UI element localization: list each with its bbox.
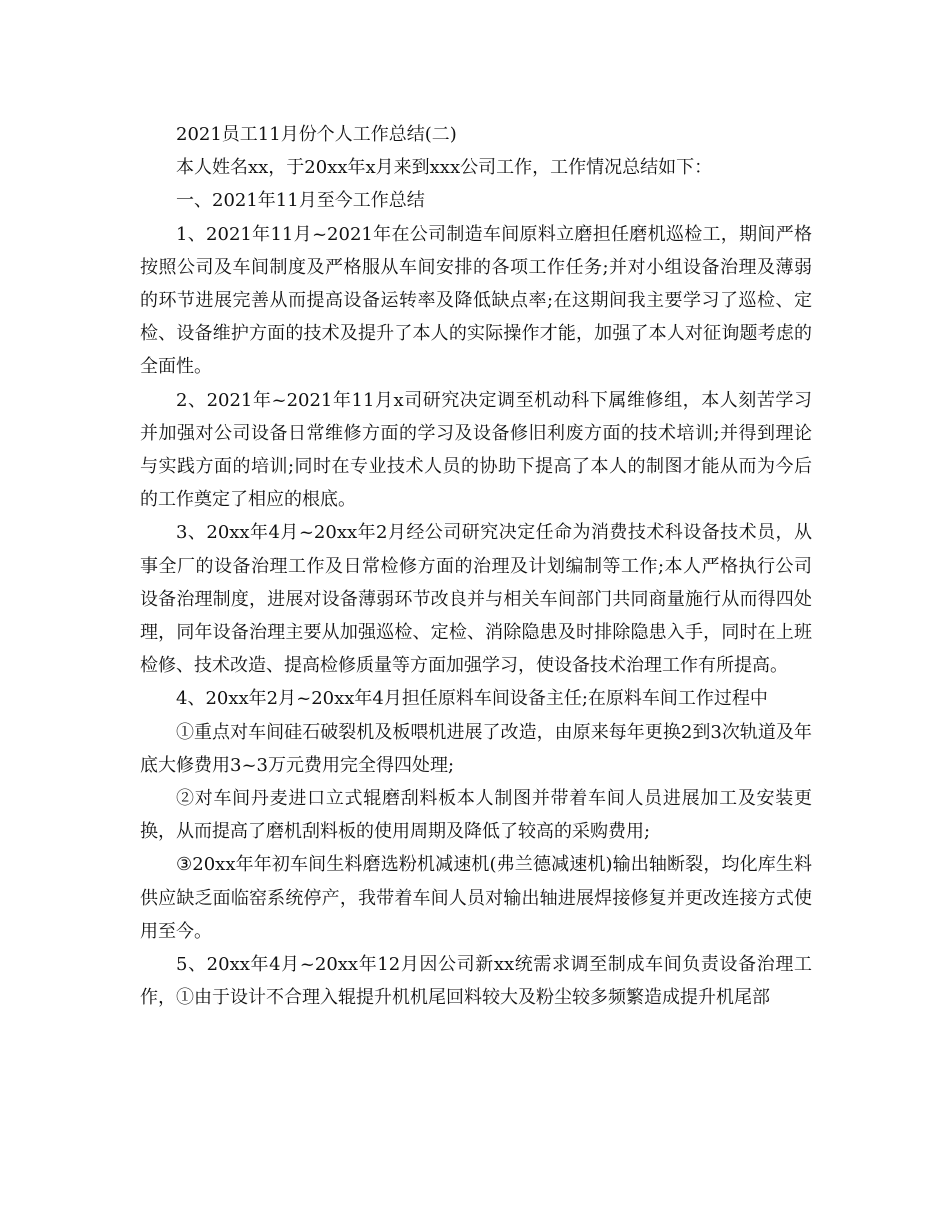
document-body bbox=[140, 118, 812, 1014]
intro-paragraph: 本人姓名xx，于20xx年x月来到xxx公司工作，工作情况总结如下： bbox=[176, 157, 713, 179]
paragraph-subitem-3: ③20xx年年初车间生料磨选粉机减速机(弗兰德减速机)输出轴断裂，均化库生料供应缺乏面临窑系统停产，我带着车间人员对输出轴进展焊接修复并更改连接方式使用至今。 bbox=[140, 854, 812, 942]
paragraph-item-3: 3、20xx年4月~20xx年2月经公司研究决定任命为消费技术科设备技术员，从事全厂的设备治理工作及日常检修方面的治理及计划编制等工作;本人严格执行公司设备治理制度，进展对设备薄弱环节改良并与相关车间部门共同商量施行从而得四处理，同年设备治理主要从加强巡检、定检、消除隐患及时排除隐患入手，同时在上班检修、技术改造、提高检修质量等方面加强学习，使设备技术治理工作有所提高。 bbox=[140, 522, 812, 677]
paragraph-item-1: 1、2021年11月~2021年在公司制造车间原料立磨担任磨机巡检工，期间严格按照公司及车间制度及严格服从车间安排的各项工作任务;并对小组设备治理及薄弱的环节进展完善从而提高设备运转率及降低缺点率;在这期间我主要学习了巡检、定检、设备维护方面的技术及提升了本人的实际操作才能，加强了本人对征询题考虑的全面性。 bbox=[140, 223, 812, 378]
paragraph-subitem-2: ②对车间丹麦进口立式辊磨刮料板本人制图并带着车间人员进展加工及安装更换，从而提高了磨机刮料板的使用周期及降低了较高的采购费用; bbox=[140, 788, 812, 843]
document-title: 2021员工11月份个人工作总结(二) bbox=[176, 124, 457, 145]
paragraph-item-2: 2、2021年~2021年11月x司研究决定调至机动科下属维修组，本人刻苦学习并加强对公司设备日常维修方面的学习及设备修旧利废方面的技术培训;并得到理论与实践方面的培训;同时在专业技术人员的协助下提高了本人的制图才能从而为今后的工作奠定了相应的根底。 bbox=[140, 389, 812, 511]
section-heading: 一、2021年11月至今工作总结 bbox=[176, 190, 425, 212]
paragraph-item-5: 5、20xx年4月~20xx年12月因公司新xx统需求调至制成车间负责设备治理工作，①由于设计不合理入辊提升机机尾回料较大及粉尘较多频繁造成提升机尾部 bbox=[140, 954, 812, 1009]
paragraph-item-4: 4、20xx年2月~20xx年4月担任原料车间设备主任;在原料车间工作过程中 bbox=[176, 688, 768, 710]
paragraph-subitem-1: ①重点对车间硅石破裂机及板喂机进展了改造，由原来每年更换2到3次轨道及年底大修费用3~3万元费用完全得四处理; bbox=[140, 721, 812, 776]
